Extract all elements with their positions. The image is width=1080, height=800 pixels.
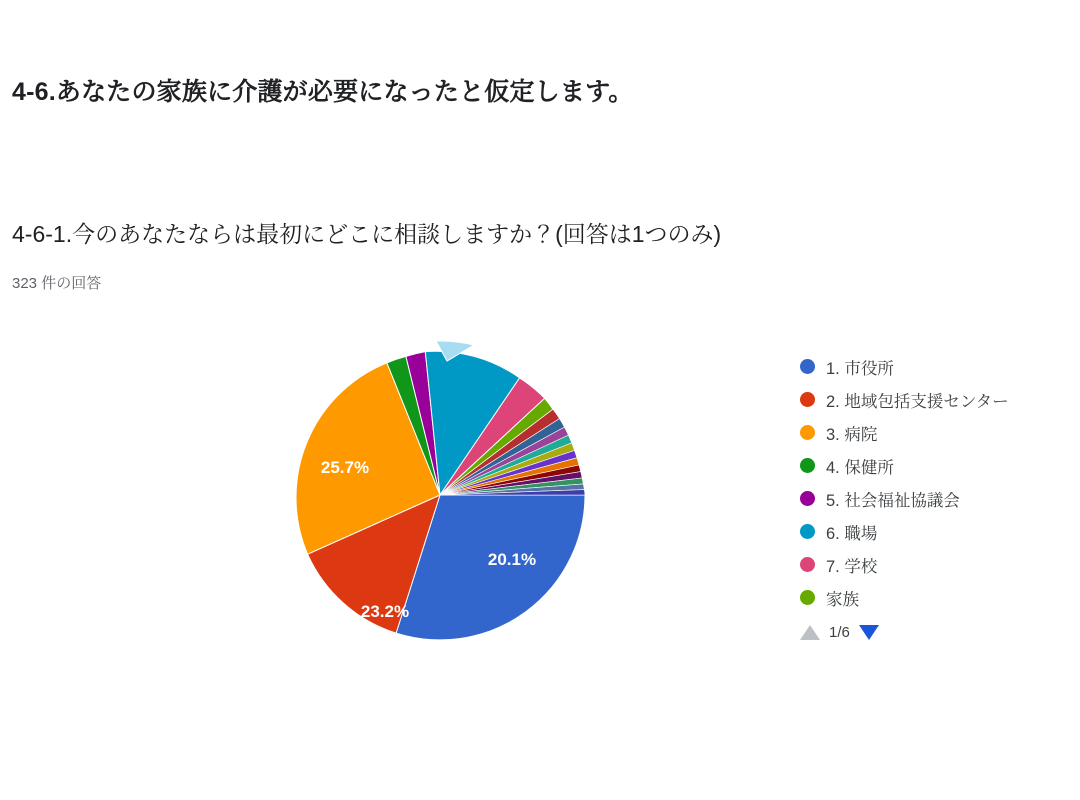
legend-item-label: 家族 xyxy=(826,590,859,609)
legend-color-dot xyxy=(800,590,815,605)
legend-item-label: 3. 病院 xyxy=(826,425,878,444)
triangle-down-icon[interactable] xyxy=(859,625,879,640)
legend-item-label: 4. 保健所 xyxy=(826,458,894,477)
legend-item-label: 6. 職場 xyxy=(826,524,878,543)
pie-chart-area xyxy=(0,320,1080,720)
legend-item-6[interactable] xyxy=(800,548,1075,581)
legend-color-dot xyxy=(800,458,815,473)
pie-label-chiiki: 23.2% xyxy=(360,602,410,621)
legend-item-5[interactable] xyxy=(800,515,1075,548)
legend-item-label: 2. 地域包括支援センター xyxy=(826,392,1009,411)
pie-chart-svg xyxy=(280,335,600,655)
legend-item-3[interactable] xyxy=(800,449,1075,482)
legend-item-7[interactable] xyxy=(800,581,1075,614)
legend-pager xyxy=(800,620,879,644)
legend-color-dot xyxy=(800,491,815,506)
question-title: 4-6-1.今のあなたならは最初にどこに相談しますか？(回答は1つのみ) xyxy=(12,221,722,247)
legend-item-label: 1. 市役所 xyxy=(826,359,894,378)
legend-item-2[interactable] xyxy=(800,416,1075,449)
pie-chart xyxy=(280,335,600,655)
response-count: 323 件の回答 xyxy=(12,275,102,292)
pie-label-shiyakusho: 20.1% xyxy=(487,550,537,569)
legend-item-1[interactable] xyxy=(800,383,1075,416)
pie-slices xyxy=(296,341,585,640)
pie-label-byouin: 25.7% xyxy=(320,458,370,477)
legend-color-dot xyxy=(800,425,815,440)
legend-item-0[interactable] xyxy=(800,350,1075,383)
legend-color-dot xyxy=(800,557,815,572)
legend-color-dot xyxy=(800,392,815,407)
pager-label: 1/6 xyxy=(829,623,850,641)
chart-legend xyxy=(800,350,1075,614)
legend-item-4[interactable] xyxy=(800,482,1075,515)
legend-item-label: 7. 学校 xyxy=(826,557,878,576)
legend-color-dot xyxy=(800,524,815,539)
legend-color-dot xyxy=(800,359,815,374)
legend-item-label: 5. 社会福祉協議会 xyxy=(826,491,960,510)
page-title: 4-6.あなたの家族に介護が必要になったと仮定します。 xyxy=(12,78,634,106)
triangle-up-icon[interactable] xyxy=(800,625,820,640)
